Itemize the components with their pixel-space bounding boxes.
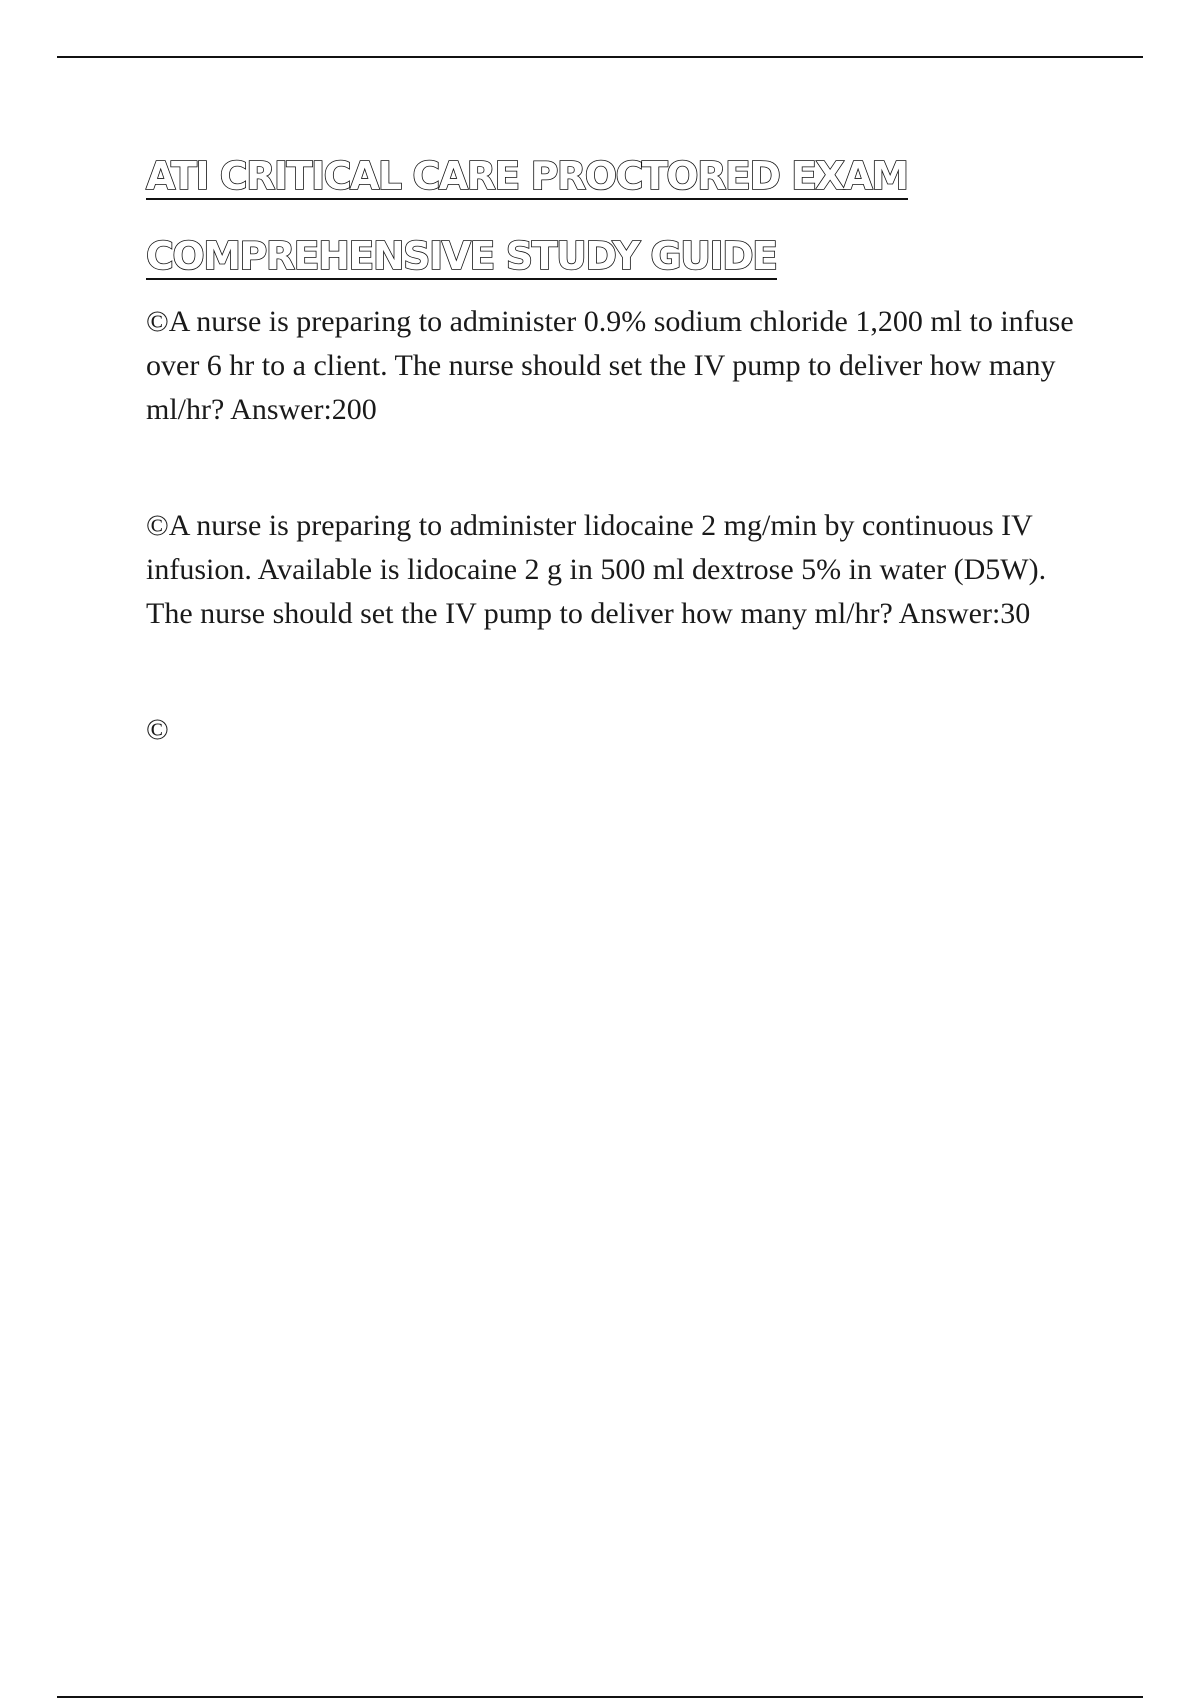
question-2: ©A nurse is preparing to administer lidocaine 2 mg/min by continuous IV infusion. Available is lidocaine 2 g in 500 ml dextrose 5% in water (D5W). The nurse should set the IV pump to deliver how many ml/hr? Answer:30 [146, 509, 1047, 630]
title-line-2: COMPREHENSIVE STUDY GUIDE [146, 234, 777, 278]
question-3: © [146, 713, 169, 746]
document-title [146, 142, 1091, 302]
title-line-1: ATI CRITICAL CARE PROCTORED EXAM [146, 154, 908, 198]
bottom-divider [57, 1696, 1143, 1698]
top-divider [57, 56, 1143, 58]
question-1: ©A nurse is preparing to administer 0.9% sodium chloride 1,200 ml to infuse over 6 hr to a client. The nurse should set the IV pump to deliver how many ml/hr? Answer:200 [146, 305, 1074, 426]
page-content [146, 142, 1091, 752]
